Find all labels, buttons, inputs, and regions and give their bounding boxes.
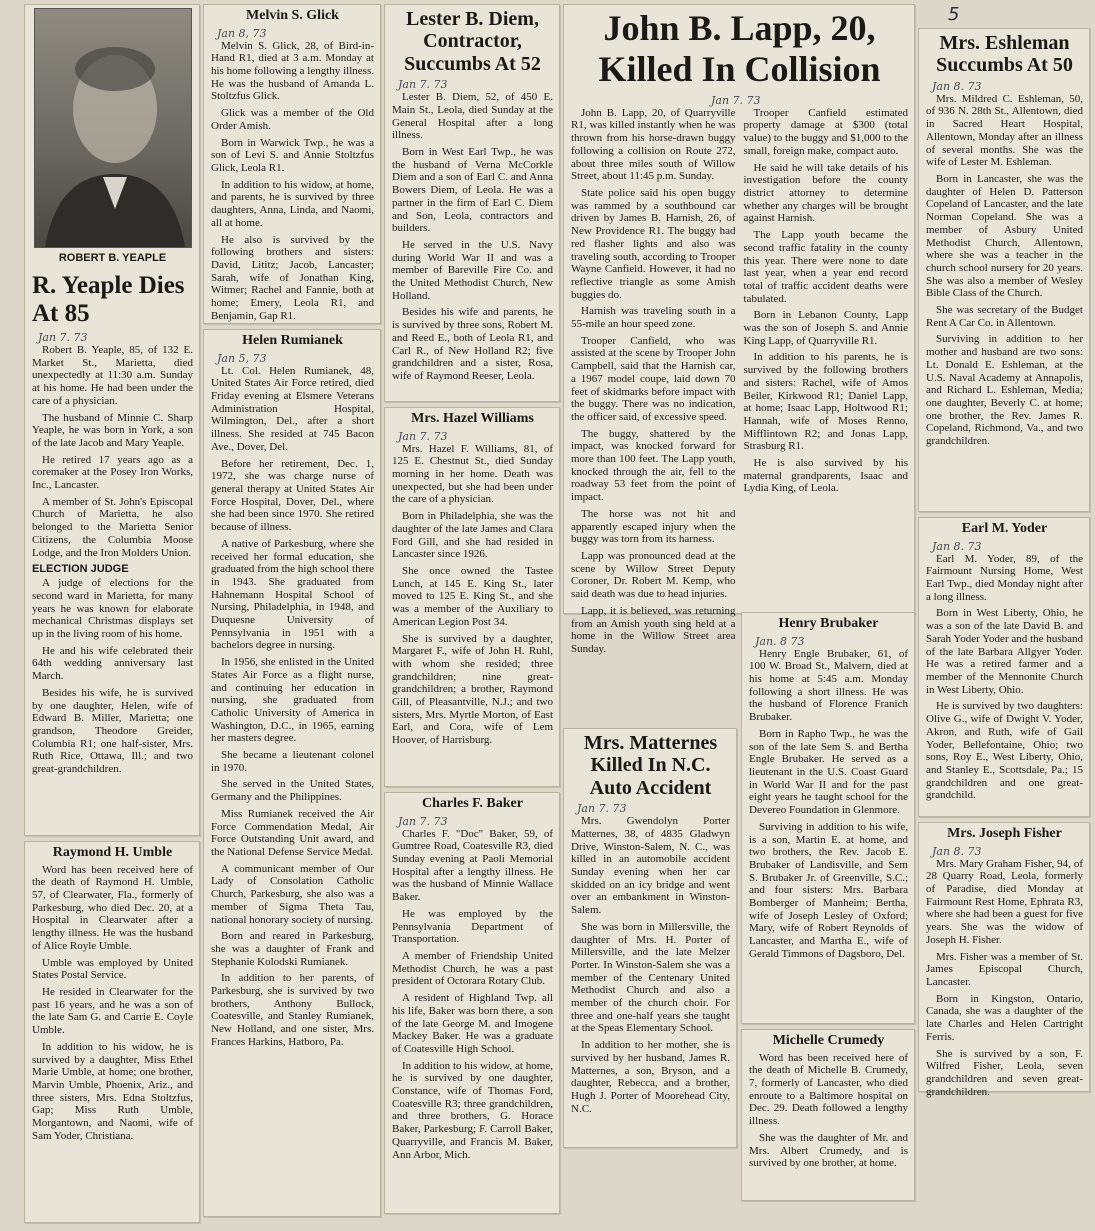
diem-para: He served in the U.S. Navy during World War II and was a member of Bareville Fire Co. and the United Methodist Church, New Holland.	[392, 238, 553, 302]
diem-para: Born in West Earl Twp., he was the husband of Verna McCorkle Diem and a son of Earl C. and Anna Bowers Diem, of Leola. He was a partner in the firm of Earl C. Diem and Son, Leola, contractors and builders.	[392, 145, 553, 235]
baker-para: In addition to his widow, at home, he is survived by one daughter, Constance, wife of Thomas Ford, Coatesville R3; three grandchildren, and three brothers, G. Horace Baker, Parkesburg; F. Carroll Baker, Quarryville, and Francis M. Baker, Ann Arbor, Mich.	[392, 1059, 553, 1161]
diem-para: Besides his wife and parents, he is survived by three sons, Robert M. and Reed E., both of Leola R1, and Carl R., of New Holland R2; five grandchildren and a sister, Rosa, wife of Raymond Reeser, Leola.	[392, 306, 553, 382]
column-4-lower	[563, 728, 737, 1160]
baker-para: A resident of Highland Twp. all his life, Baker was born there, a son of the late George M. and Imogene Mackey Baker. He was a graduate of Coatesville High School.	[392, 992, 553, 1055]
lapp-para: State police said his open buggy was rammed by a southbound car driven by James B. Harnish, 26, of New Providence R1. The buggy had red flasher lights and also was traveling south, according to Trooper Wayne Canfield. However, it had no reflective triangle as some Amish buggies do.	[571, 187, 736, 301]
rumianek-para: A communicant member of Our Lady of Consolation Catholic Church, Parkesburg, she also was a member of Sigma Theta Tau, national honorary society of nursing.	[211, 862, 374, 926]
column-6	[918, 28, 1090, 1226]
column-5-lower	[741, 612, 915, 1208]
rumianek-para: Born and reared in Parkesburg, she was a daughter of Frank and Stephanie Kolodski Rumianek.	[211, 930, 374, 968]
lapp-para: He said he will take details of his investigation before the county district attorney to determine whether any charges will be brought against Harnish.	[743, 161, 908, 225]
portrait-photo	[34, 8, 192, 248]
brubaker-clipping	[741, 612, 915, 1024]
yoder-clipping	[918, 517, 1090, 817]
lapp-para: Lapp was pronounced dead at the scene by Willow Street Deputy Coroner, Dr. Robert M. Kemp, who said death was due to head injuries.	[571, 549, 736, 601]
diem-para: Lester B. Diem, 52, of 450 E. Main St., Leola, died Sunday at the General Hospital after a long illness.	[392, 91, 553, 142]
yoder-para: He is survived by two daughters: Olive G., wife of Dwight V. Yoder, Akron, and Ruth, wife of Gail Yoder, Bellefontaine, Ohio; two sons, Roy E., West Liberty, Ohio, and Stanley E., Scottsdale, Pa.; 15 grandchildren and one great-grandchild.	[926, 700, 1083, 802]
yeaple-subhead: ELECTION JUDGE	[32, 563, 129, 576]
yeaple-headline: R. Yeaple Dies At 85	[32, 272, 185, 327]
yeaple-para: Besides his wife, he is survived by one daughter, Helen, wife of Edward B. Miller, Marietta; one grandson, Theodore Greider, Columbia R1; one half-sister, Mrs. Ruth Rice, Ottawa, Ill.; and two great-grandchildren.	[32, 686, 193, 776]
williams-clipping	[384, 407, 560, 787]
column-3	[384, 4, 560, 1226]
baker-date-note: Jan 7. 73	[398, 814, 448, 828]
baker-para: He was employed by the Pennsylvania Department of Transportation.	[392, 907, 553, 946]
column-2	[203, 4, 381, 1226]
fisher-headline: Mrs. Joseph Fisher	[947, 826, 1062, 841]
rumianek-para: Before her retirement, Dec. 1, 1972, she was charge nurse of general therapy at United States Air Force Hospital, Dover, Del., where she had been since 1970. She retired because of illness.	[211, 457, 374, 534]
lapp-date-note: Jan 7. 73	[711, 93, 761, 107]
yeaple-date-note: Jan 7. 73	[38, 331, 88, 344]
yoder-date-note: Jan 8. 73	[932, 539, 982, 553]
rumianek-para: In addition to her parents, of Parkesburg, she is survived by two brothers, Anthony Bullock, Coatesville, and Stanley Rumianek, New Holland, and one sister, Mrs. Frances Harkins, Hatboro, Pa.	[211, 972, 374, 1048]
glick-para: He also is survived by the following brothers and sisters: David, Lititz; Jacob, Lancaster; Sarah, wife of Jonathan King, Witmer; Rachel and Fannie, both at home; Emery, Leola R1, and Benjamin, Gap R1.	[211, 233, 374, 322]
rumianek-para: Lt. Col. Helen Rumianek, 48, United States Air Force retired, died Friday evening at Elsmere Veterans Administration Hospital, Wilmington, Del., after a short illness. She resided at 745 Bacon Ave., Dover, Del.	[211, 364, 374, 453]
lapp-para: John B. Lapp, 20, of Quarryville R1, was killed instantly when he was thrown from his horse-drawn buggy following a collision on Route 272, about three miles south of Willow Street, about 11:45 p.m. Sunday.	[571, 106, 736, 183]
brubaker-para: Henry Engle Brubaker, 61, of 100 W. Broad St., Malvern, died at his home at 5:45 a.m. Monday following a short illness. He was the husband of Florence Franich Brubaker.	[749, 647, 908, 724]
brubaker-para: Born in Rapho Twp., he was the son of the late Sem S. and Bertha Engle Brubaker. He served as a lieutenant in the U.S. Coast Guard in World War II and for the past eight years he taught school for the Devereo Foundation in Glenmore.	[749, 727, 908, 817]
matternes-para: She was born in Millersville, the daughter of Mrs. H. Porter of Millersville, and the late Melzer Porter. In Winston-Salem she was a member of the Centenary United Methodist Church and also a member of the church choir. For three and one-half years she taught at the Speas Elementary School.	[571, 920, 730, 1035]
umble-para: He resided in Clearwater for the past 16 years, and he was a son of the late Sam G. and Carrie E. Coyle Umble.	[32, 986, 193, 1037]
eshleman-para: Mrs. Mildred C. Eshleman, 50, of 936 N. 28th St., Allentown, died in Sacred Heart Hospital, Allentown, Monday after an illness of several months. She was the wife of Lester M. Eshleman.	[926, 92, 1083, 169]
glick-date-note: Jan 8, 73	[217, 26, 267, 40]
glick-clipping	[203, 4, 381, 324]
eshleman-headline: Mrs. Eshleman Succumbs At 50	[936, 32, 1073, 77]
umble-headline: Raymond H. Umble	[52, 845, 173, 860]
lapp-column-2	[744, 107, 909, 660]
photo-caption: ROBERT B. YEAPLE	[58, 252, 167, 264]
matternes-clipping	[563, 728, 737, 1148]
glick-para: In addition to his widow, at home, and parents, he is survived by three daughters, Anna, Linda, and Naomi, all at home.	[211, 178, 374, 229]
matternes-headline: Mrs. Matternes Killed In N.C. Auto Accident	[583, 732, 718, 799]
fisher-clipping	[918, 822, 1090, 1098]
rumianek-clipping	[203, 329, 381, 1217]
rumianek-para: A native of Parkesburg, where she received her formal education, she graduated from the high school there in 1943. She graduated from Hahnemann Hospital School of Nursing, Philadelphia, in 1948, and Duquesne University of Pennsylvania in 1951 with a bachelors degree in nursing.	[211, 537, 374, 652]
rumianek-date-note: Jan 5, 73	[217, 351, 267, 365]
glick-para: Melvin S. Glick, 28, of Bird-in-Hand R1, died at 3 a.m. Monday at his home following a lengthy illness. He was the husband of Amanda L. Stoltzfus Glick.	[211, 39, 374, 103]
yeaple-para: The husband of Minnie C. Sharp Yeaple, he was born in York, a son of the late Jacob and Mary Yeaple.	[32, 411, 193, 449]
diem-clipping	[384, 4, 560, 402]
rumianek-headline: Helen Rumianek	[242, 333, 343, 348]
fisher-para: Born in Kingston, Ontario, Canada, she was a daughter of the late Charles and Helen Cartright Ferris.	[926, 992, 1083, 1043]
baker-headline: Charles F. Baker	[422, 796, 523, 811]
eshleman-para: She was secretary of the Budget Rent A Car Co. in Allentown.	[926, 304, 1083, 329]
matternes-date-note: Jan 7. 73	[577, 802, 627, 816]
matternes-para: In addition to her mother, she is survived by her husband, James R. Matternes, a son, Bryson, and a daughter, Rebecca, and a brother, Hugh J. Porter of Moorehead City, N.C.	[571, 1039, 730, 1115]
lapp-para: Trooper Canfield, who was assisted at the scene by Trooper John Campbell, said that the Harnish car, a 1967 model coupe, laid down 70 feet of skidmarks before impact with the buggy. There was no indication, the officer said, of excessive speed.	[571, 334, 736, 423]
umble-para: Word has been received here of the death of Raymond H. Umble, 57, of Clearwater, Fla., formerly of Parkesburg, who died Dec. 20, at a Hospital in Clearwater after a lengthy illness. He was the husband of Alice Royle Umble.	[32, 863, 193, 952]
williams-para: She once owned the Tastee Lunch, at 145 E. King St., later moved to 125 E. King St., and she was a member of the Auxiliary to American Legion Post 34.	[392, 565, 553, 628]
matternes-para: Mrs. Gwendolyn Porter Matternes, 38, of 4835 Gladwyn Drive, Winston-Salem, N. C., was killed in an automobile accident Sunday evening when her car skidded on an icy bridge and went over an embankment in Winston-Salem.	[571, 815, 730, 917]
brubaker-para: Surviving in addition to his wife, is a son, Martin E. at home, and two brothers, the Rev. Jacob E. Brubaker of Landisville, and Sem S. Brubaker Jr. of Greenville, S.C.; and four sisters: Mrs. Barbara Bomberger of Manheim; Bertha, wife of Joseph Lesley of Oxford; Mary, wife of Robert Reynolds of Lancaster, and Martha E., wife of Gerald Timmons of Dagsboro, Del.	[749, 820, 908, 960]
yeaple-para: He and his wife celebrated their 64th wedding anniversary last March.	[32, 644, 193, 683]
williams-headline: Mrs. Hazel Williams	[411, 411, 534, 426]
yeaple-para: He retired 17 years ago as a coremaker at the Posey Iron Works, Inc., Lancaster.	[32, 453, 193, 492]
portrait-figure	[35, 9, 191, 247]
brubaker-headline: Henry Brubaker	[778, 616, 879, 631]
yoder-para: Born in West Liberty, Ohio, he was a son of the late David B. and Sarah Yoder Yoder and the husband of the late Barbara Allgyer Yoder. He was a retired farmer and a member of the Mennonite Church in West Liberty, Ohio.	[926, 607, 1083, 696]
page-number-mark: 5	[948, 4, 960, 25]
lapp-para: The Lapp youth became the second traffic fatality in the county this year. There were none to date last year, when a year end record total of traffic accident deaths were tabulated.	[743, 229, 908, 305]
williams-para: Born in Philadelphia, she was the daughter of the late James and Clara Ford Gill, and she had resided in Lancaster since 1926.	[392, 510, 553, 561]
williams-date-note: Jan 7. 73	[398, 429, 448, 443]
rumianek-para: In 1956, she enlisted in the United States Air Force as a flight nurse, and continuing her education in nursing, she graduated from Catholic University of America in Washington, D.C., in 1965, earning her masters degree.	[211, 656, 374, 745]
lapp-para: Trooper Canfield estimated property damage at $300 (total value) to the buggy and $1,000 to the small, foreign make, compact auto.	[743, 106, 908, 157]
eshleman-date-note: Jan 8. 73	[932, 79, 982, 93]
fisher-date-note: Jan 8. 73	[932, 844, 982, 858]
lapp-para: Harnish was traveling south in a 55-mile an hour speed zone.	[571, 305, 736, 331]
eshleman-clipping	[918, 28, 1090, 512]
brubaker-date-note: Jan. 8 73	[755, 634, 805, 648]
baker-clipping	[384, 792, 560, 1214]
lapp-para: Lapp, it is believed, was returning from an Amish youth sing held at a home in the Willow Street area Sunday.	[571, 604, 736, 655]
diem-date-note: Jan 7. 73	[398, 78, 448, 92]
diem-headline: Lester B. Diem, Contractor, Succumbs At 52	[404, 8, 541, 75]
yeaple-para: Robert B. Yeaple, 85, of 132 E. Market St., Marietta, died unexpectedly at 11:30 a.m. Sunday at his home. He had been under the care of a physician.	[32, 344, 193, 407]
lapp-para: He is also survived by his maternal grandparents, Isaac and Lydia King, of Leola.	[743, 457, 908, 495]
umble-para: In addition to his widow, he is survived by a daughter, Miss Ethel Marie Umble, at home; one brother, Marvin Umble, Phoenix, Ariz., and three sisters, Mrs. Edna Stoltzfus, Gap; Miss Ruth Umble, Morgantown, and Naomi, wife of Sam Yoder, Christiana.	[32, 1040, 193, 1142]
williams-para: She is survived by a daughter, Margaret F., wife of John H. Ruhl, with whom she resided; three grandchildren; nine great-grandchildren; a brother, Raymond Gill, of Pleasantville, N.J.; and two sisters, Mrs. Myrtle Morton, of East Earl, and Cora, wife of Lem Hoover, of Harrisburg.	[392, 632, 553, 747]
yeaple-clipping	[24, 4, 200, 836]
fisher-para: Mrs. Mary Graham Fisher, 94, of 28 Quarry Road, Leola, formerly of Paradise, died Monday at Fairmount Rest Home, Ephrata R3, where she had been a guest for five years. She was the widow of Joseph H. Fisher.	[926, 857, 1083, 946]
rumianek-para: Miss Rumianek received the Air Force Commendation Medal, Air Force Outstanding Unit award, and the National Defense Service Medal.	[211, 807, 374, 858]
baker-para: Charles F. "Doc" Baker, 59, of Gumtree Road, Coatesville R3, died Sunday evening at Paoli Memorial Hospital after a lengthy illness. He was the husband of Minnie Wallace Baker.	[392, 827, 553, 904]
lapp-para: Born in Lebanon County, Lapp was the son of Joseph S. and Annie King Lapp, of Quarryville R1.	[743, 309, 908, 347]
yoder-para: Earl M. Yoder, 89, of the Fairmount Nursing Home, West Earl Twp., died Monday night after a long illness.	[926, 552, 1083, 603]
yoder-headline: Earl M. Yoder	[961, 521, 1048, 536]
williams-para: Mrs. Hazel F. Williams, 81, of 125 E. Chestnut St., died Sunday morning in her home. Death was unexpected, but she had been under the care of a physician.	[392, 442, 553, 506]
baker-para: A member of Friendship United Methodist Church, he was a past president of Octorara Rotary Club.	[392, 950, 553, 988]
rumianek-para: She served in the United States, Germany and the Philippines.	[211, 778, 374, 804]
rumianek-para: She became a lieutenant colonel in 1970.	[211, 749, 374, 774]
lapp-column-1	[571, 107, 736, 660]
eshleman-para: Born in Lancaster, she was the daughter of Helen D. Patterson Copeland of Lancaster, and the late Norman Copeland. She was a member of Asbury United Methodist Church, Allentown, where she was a teacher in the church school nursery for 20 years. She was also a member of Wesley Bible Class of the Church.	[926, 173, 1083, 300]
lapp-para: The horse was not hit and apparently escaped injury when the buggy was torn from its harness.	[571, 507, 736, 546]
eshleman-para: Surviving in addition to her mother and husband are two sons: Lt. Donald E. Eshleman, at the U.S. Naval Academy at Annapolis, and Richard L. Eshleman, Media; one daughter, Beverly C. at home; one brother, the Rev. James R. Copeland, Richmond, Va., and two grandchildren.	[926, 333, 1083, 448]
crumedy-headline: Michelle Crumedy	[772, 1033, 885, 1048]
lapp-columns	[571, 107, 908, 660]
crumedy-para: She was the daughter of Mr. and Mrs. Albert Crumedy, and is survived by one brother, at home.	[749, 1131, 908, 1170]
lapp-para: The buggy, shattered by the impact, was knocked forward for more than 100 feet. The Lapp youth, knocked through the air, fell to the roadway 53 feet from the point of impact.	[571, 427, 736, 504]
glick-headline: Melvin S. Glick	[246, 8, 339, 23]
lapp-headline: John B. Lapp, 20, Killed In Collision	[598, 8, 881, 90]
yeaple-para: A judge of elections for the second ward in Marietta, for many years he was known for elaborate mechanical Christmas displays set up in the living room of his home.	[32, 577, 193, 641]
yeaple-para: A member of St. John's Episcopal Church of Marietta, he also belonged to the Marietta Senior Citizens, the Columbia Moose Lodge, and the Iron Molders Union.	[32, 495, 193, 559]
umble-para: Umble was employed by United States Postal Service.	[32, 956, 193, 982]
fisher-para: Mrs. Fisher was a member of St. James Episcopal Church, Lancaster.	[926, 950, 1083, 988]
umble-clipping	[24, 841, 200, 1223]
glick-para: Glick was a member of the Old Order Amish.	[211, 107, 374, 132]
crumedy-clipping	[741, 1029, 915, 1201]
lapp-para: In addition to his parents, he is survived by the following brothers and sisters: Rachel, wife of Amos Beiler, Kirkwood R1; Daniel Lapp, at home; Isaac Lapp, Holtwood R1; Hannah, wife of Moses Renno, Mifflintown R2; and Jonas Lapp, Strasburg R1.	[743, 351, 908, 453]
column-1	[24, 4, 200, 1226]
fisher-para: She is survived by a son, F. Wilfred Fisher, Leola, seven grandchildren and seven great-grandchildren.	[926, 1047, 1083, 1098]
glick-para: Born in Warwick Twp., he was a son of Levi S. and Annie Stoltzfus Glick, Leola R1.	[211, 136, 374, 174]
crumedy-para: Word has been received here of the death of Michelle B. Crumedy, 7, formerly of Lancaster, who died enroute to a Baltimore hospital on Dec. 29. Death followed a lengthy illness.	[749, 1051, 908, 1128]
